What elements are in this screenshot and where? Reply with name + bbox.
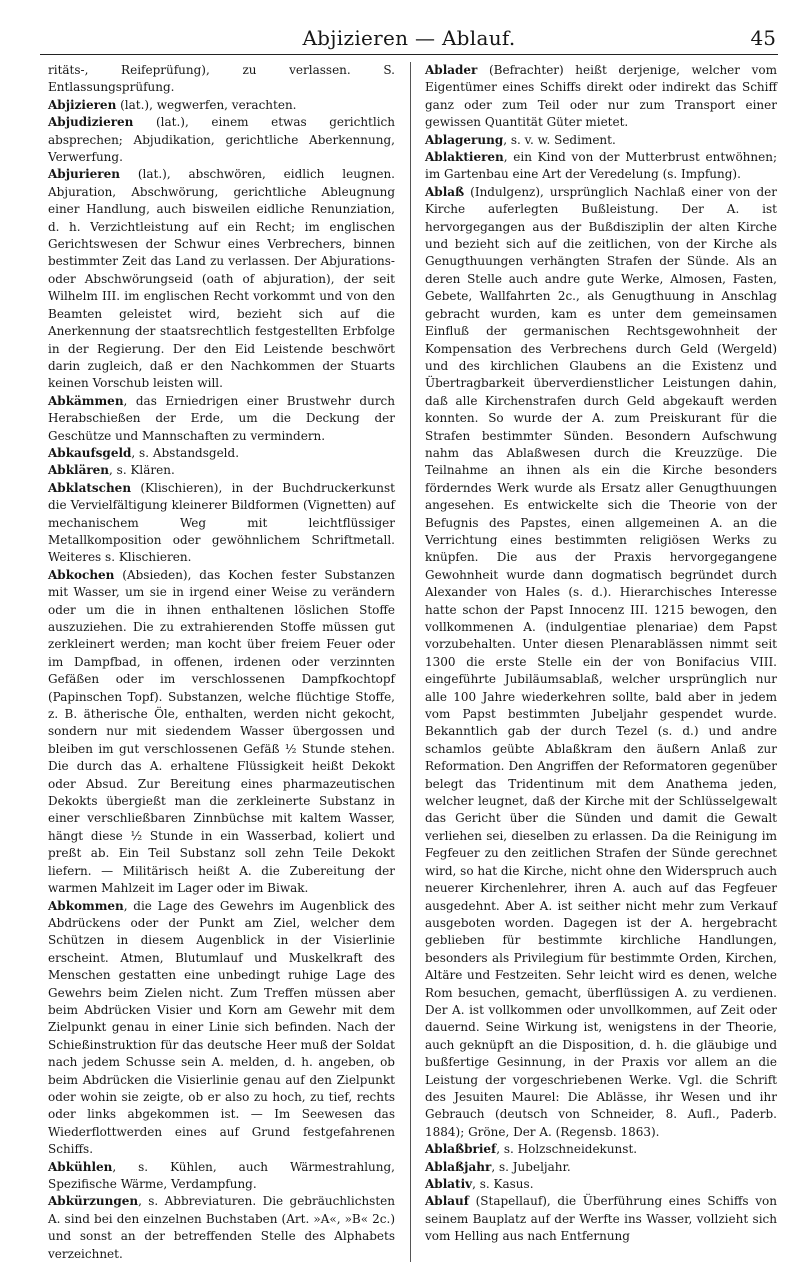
right-column <box>425 62 777 1246</box>
entry-headword: Abkühlen <box>48 1159 113 1174</box>
page-number: 45 <box>750 26 776 50</box>
entry-headword: Abjurieren <box>48 167 120 182</box>
entry-headword: Abjudizieren <box>48 115 134 130</box>
entry-headword: Abkommen <box>48 898 124 913</box>
entry-text: , die Lage des Gewehrs im Augenblick des Abdrückens oder der Punkt am Ziel, welcher dem Schützen in diesem Augenblick in der Visierlinie erscheint. Atmen, Blutumlauf und Muskelkraft des Menschen gestatten eine unbedingt ruhige Lage des Gewehrs beim Zielen nicht. Zum Treffen müssen aber beim Abdrücken Visier und Korn am Gewehr mit dem Zielpunkt genau in einer Linie sich befinden. Nach der Schießinstruktion für das deutsche Heer muß der Soldat nach jedem Schusse sein A. melden, d. h. angeben, ob beim Abdrücken die Visierlinie genau auf den Zielpunkt oder wohin sie zeigte, ob er also zu hoch, zu tief, rechts oder links abgekommen ist. — Im Seewesen das Wiederflottwerden eines auf Grund festgefahrenen Schiffs. <box>48 898 395 1157</box>
entry-text: , s. Holzschneidekunst. <box>496 1142 638 1157</box>
entry-text: (Klischieren), in der Buchdruckerkunst die Vervielfältigung kleinerer Bildformen (Vignetten) auf mechanischem Weg mit leichtflüssiger Metallkomposition oder gewöhnlichem Schriftmetall. Weiteres s. Klischieren. <box>48 480 395 565</box>
entry-headword: Ablaßjahr <box>425 1159 492 1174</box>
entry-headword: Ablauf <box>425 1194 469 1209</box>
entry-headword: Abkaufsgeld <box>48 445 132 460</box>
entry-headword: Abkürzungen <box>48 1194 139 1209</box>
column-divider <box>410 62 411 1262</box>
dictionary-entry <box>425 132 777 149</box>
dictionary-entry <box>48 567 395 898</box>
entry-text: (Befrachter) heißt derjenige, welcher vom Eigentümer eines Schiffs direkt oder indirekt das Schiff ganz oder zum Teil oder nur zum Transport einer gewissen Quantität Güter mietet. <box>425 63 777 130</box>
dictionary-entry <box>48 62 395 97</box>
entry-text: , s. Abstandsgeld. <box>131 445 240 460</box>
dictionary-entry <box>48 445 395 462</box>
entry-headword: Abkämmen <box>48 393 124 408</box>
dictionary-entry <box>425 1141 777 1158</box>
entry-headword: Abkochen <box>48 567 115 582</box>
dictionary-entry <box>48 1159 395 1194</box>
dictionary-entry <box>48 393 395 445</box>
left-column <box>48 62 395 1263</box>
entry-text: ritäts-, Reifeprüfung), zu verlassen. S. Entlassungsprüfung. <box>48 63 395 95</box>
entry-headword: Ablaßbrief <box>425 1142 497 1157</box>
entry-text: (lat.), abschwören, eidlich leugnen. Abjuration, Abschwörung, gerichtliche Ableugnung einer Handlung, auch bisweilen eidliche Renunziation, d. h. Verzichtleistung auf ein Recht; im englischen Gerichtswesen der Schwur eines Verbrechers, binnen bestimmter Zeit das Land zu verlassen. Der Abjurations- oder Abschwörungseid (oath of abjuration), der seit Wilhelm III. im englischen Recht vorkommt und von den Beamten geleistet wird, bezieht sich auf die Anerkennung der staatsrechtlich festgestellten Erbfolge in der Regierung. Der den Eid Leistende beschwört darin zugleich, daß er den Nachkommen der Stuarts keinen Vorschub leisten will. <box>48 167 395 391</box>
dictionary-entry <box>425 62 777 132</box>
dictionary-entry <box>48 898 395 1159</box>
entry-headword: Ablaß <box>425 184 465 199</box>
dictionary-entry <box>425 184 777 1141</box>
entry-text: , s. Klären. <box>109 463 175 478</box>
dictionary-entry <box>48 166 395 392</box>
entry-headword: Abjizieren <box>48 97 117 112</box>
entry-text: , s. Kasus. <box>472 1177 534 1191</box>
page-header <box>40 24 778 55</box>
dictionary-entry <box>48 462 395 479</box>
dictionary-entry <box>48 97 395 114</box>
dictionary-entry <box>48 114 395 166</box>
entry-headword: Ablader <box>425 63 478 77</box>
dictionary-entry <box>425 1176 777 1193</box>
running-title: Abjizieren — Ablauf. <box>302 26 516 50</box>
entry-text: (Indulgenz), ursprünglich Nachlaß einer von der Kirche auferlegten Bußleistung. Der A. ist hervorgegangen aus der Bußdisziplin der alten Kirche und bezieht sich auf die zeitlichen, von der Kirche als Genugthuungen verhängten Strafen der Sünde. Als an deren Stelle auch andre gute Werke, Almosen, Fasten, Gebete, Wallfahrten 2c., als Genugthuung in Anschlag gebracht wurden, kam es unter dem gemeinsamen Einfluß der germanischen Rechtsgewohnheit der Kompensation des Verbrechens durch Geld (Wergeld) und des kirchlichen Glaubens an die Existenz und Übertragbarkeit überverdienstlicher Leistungen dahin, daß alle Kirchenstrafen durch Geld abgekauft werden konnten. So wurde der A. zum Preiskurant für die Strafen bestimmter Sünden. Besondern Aufschwung nahm das Ablaßwesen durch die Kreuzzüge. Die Teilnahme an ihnen als ein die Kirche besonders förderndes Werk wurde als Ersatz aller Genugthuungen angesehen. Es entwickelte sich die Theorie von der Befugnis des Papstes, einen allgemeinen A. an die Verrichtung eines bestimmten religiösen Werks zu knüpfen. Die aus der Praxis hervorgegangene Gewohnheit wurde dann dogmatisch begründet durch Alexander von Hales (s. d.). Hierarchisches Interesse hatte schon der Papst Innocenz III. 1215 bewogen, den vollkommenen A. (indulgentiae plenariae) dem Papst vorzubehalten. Unter diesen Plenarablässen nimmt seit 1300 die erste Stelle ein der von Bonifacius VIII. eingeführte Jubiläumsablaß, welcher ursprünglich nur alle 100 Jahre wiederkehren sollte, bald aber in jedem vom Papst bestimmten Jubeljahr gespendet wurde. Bekanntlich gab der durch Tezel (s. d.) und andre schamlos geübte Ablaßkram den äußern Anlaß zur Reformation. Den Angriffen der Reformatoren gegenüber belegt das Tridentinum mit dem Anathema jeden, welcher leugnet, daß der Kirche mit der Schlüsselgewalt das Gericht über die Sünden und damit die Gewalt verliehen sei, dieselben zu erlassen. Da die Reinigung im Fegfeuer zu den zeitlichen Strafen der Sünde gerechnet wird, so hat die Kirche, nicht ohne den Widerspruch auch neuerer Kirchenlehrer, ihren A. auch auf das Fegfeuer ausgedehnt. Aber A. ist seither nicht mehr zum Verkauf ausgeboten worden. Dagegen ist der A. hergebracht geblieben für bestimmte kirchliche Handlungen, besonders als Privilegium für bestimmte Orden, Kirchen, Altäre und Festzeiten. Sehr leicht wird es denen, welche Rom besuchen, gemacht, überflüssigen A. zu verdienen. Der A. ist vollkommen oder unvollkommen, auf Zeit oder dauernd. Seine Wirkung ist, wenigstens in der Theorie, auch geknüpft an die Disposition, d. h. die gläubige und bußfertige Gesinnung, in der Praxis vor allem an die Leistung der vorgeschriebenen Werke. Vgl. die Schrift des Jesuiten Maurel: Die Ablässe, ihr Wesen und ihr Gebrauch (deutsch von Schneider, 8. Aufl., Paderb. 1884); Gröne, Der A. (Regensb. 1863). <box>425 184 777 1139</box>
dictionary-entry <box>48 480 395 567</box>
entry-text: , s. v. w. Sediment. <box>503 132 616 147</box>
entry-headword: Abklären <box>48 463 110 478</box>
entry-text: , s. Abbreviaturen. Die gebräuchlichsten A. sind bei den einzelnen Buchstaben (Art. »A«, »B« 2c.) und sonst an der betreffenden Stelle des Alphabets verzeichnet. <box>48 1194 395 1261</box>
entry-text: (Absieden), das Kochen fester Substanzen mit Wasser, um sie in irgend einer Weise zu verändern oder um die in ihnen enthaltenen löslichen Stoffe auszuziehen. Die zu extrahierenden Stoffe müssen gut zerkleinert werden; man kocht über freiem Feuer oder im Dampfbad, in offenen, irdenen oder verzinnten Gefäßen oder im verschlossenen Dampfkochtopf (Papinschen Topf). Substanzen, welche flüchtige Stoffe, z. B. ätherische Öle, enthalten, werden nicht gekocht, sondern nur mit siedendem Wasser übergossen und bleiben im gut verschlossenen Gefäß ½ Stunde stehen. Die durch das A. erhaltene Flüssigkeit heißt Dekokt oder Absud. Zur Bereitung eines pharmazeutischen Dekokts übergießt man die zerkleinerte Substanz in einer verschließbaren Zinnbüchse mit kaltem Wasser, hängt diese ½ Stunde in ein Wasserbad, koliert und preßt ab. Ein Teil Substanz soll zehn Teile Dekokt liefern. — Militärisch heißt A. die Zubereitung der warmen Mahlzeit im Lager oder im Biwak. <box>48 567 395 896</box>
entry-text: (Stapellauf), die Überführung eines Schiffs von seinem Bauplatz auf der Werfte ins Wasser, vollzieht sich vom Helling aus nach Entfernung <box>425 1194 777 1244</box>
dictionary-entry <box>425 1159 777 1176</box>
entry-text: , ein Kind von der Mutterbrust entwöhnen; im Gartenbau eine Art der Veredelung (s. Impfung). <box>425 150 777 182</box>
entry-text: (lat.), wegwerfen, verachten. <box>116 97 297 112</box>
entry-text: , das Erniedrigen einer Brustwehr durch Herabschießen der Erde, um die Deckung der Geschütze und Mannschaften zu vermindern. <box>48 393 395 443</box>
dictionary-entry <box>425 149 777 184</box>
entry-headword: Ablaktieren <box>425 150 504 165</box>
entry-headword: Abklatschen <box>48 480 132 495</box>
entry-text: , s. Jubeljahr. <box>491 1159 571 1174</box>
entry-headword: Ablagerung <box>425 132 504 147</box>
dictionary-entry <box>425 1193 777 1245</box>
dictionary-entry <box>48 1193 395 1263</box>
entry-text: , s. Kühlen, auch Wärmestrahlung, Spezifische Wärme, Verdampfung. <box>48 1159 395 1191</box>
entry-headword: Ablativ <box>425 1177 473 1191</box>
entry-text: (lat.), einem etwas gerichtlich absprechen; Abjudikation, gerichtliche Aberkennung, Verwerfung. <box>48 115 395 165</box>
